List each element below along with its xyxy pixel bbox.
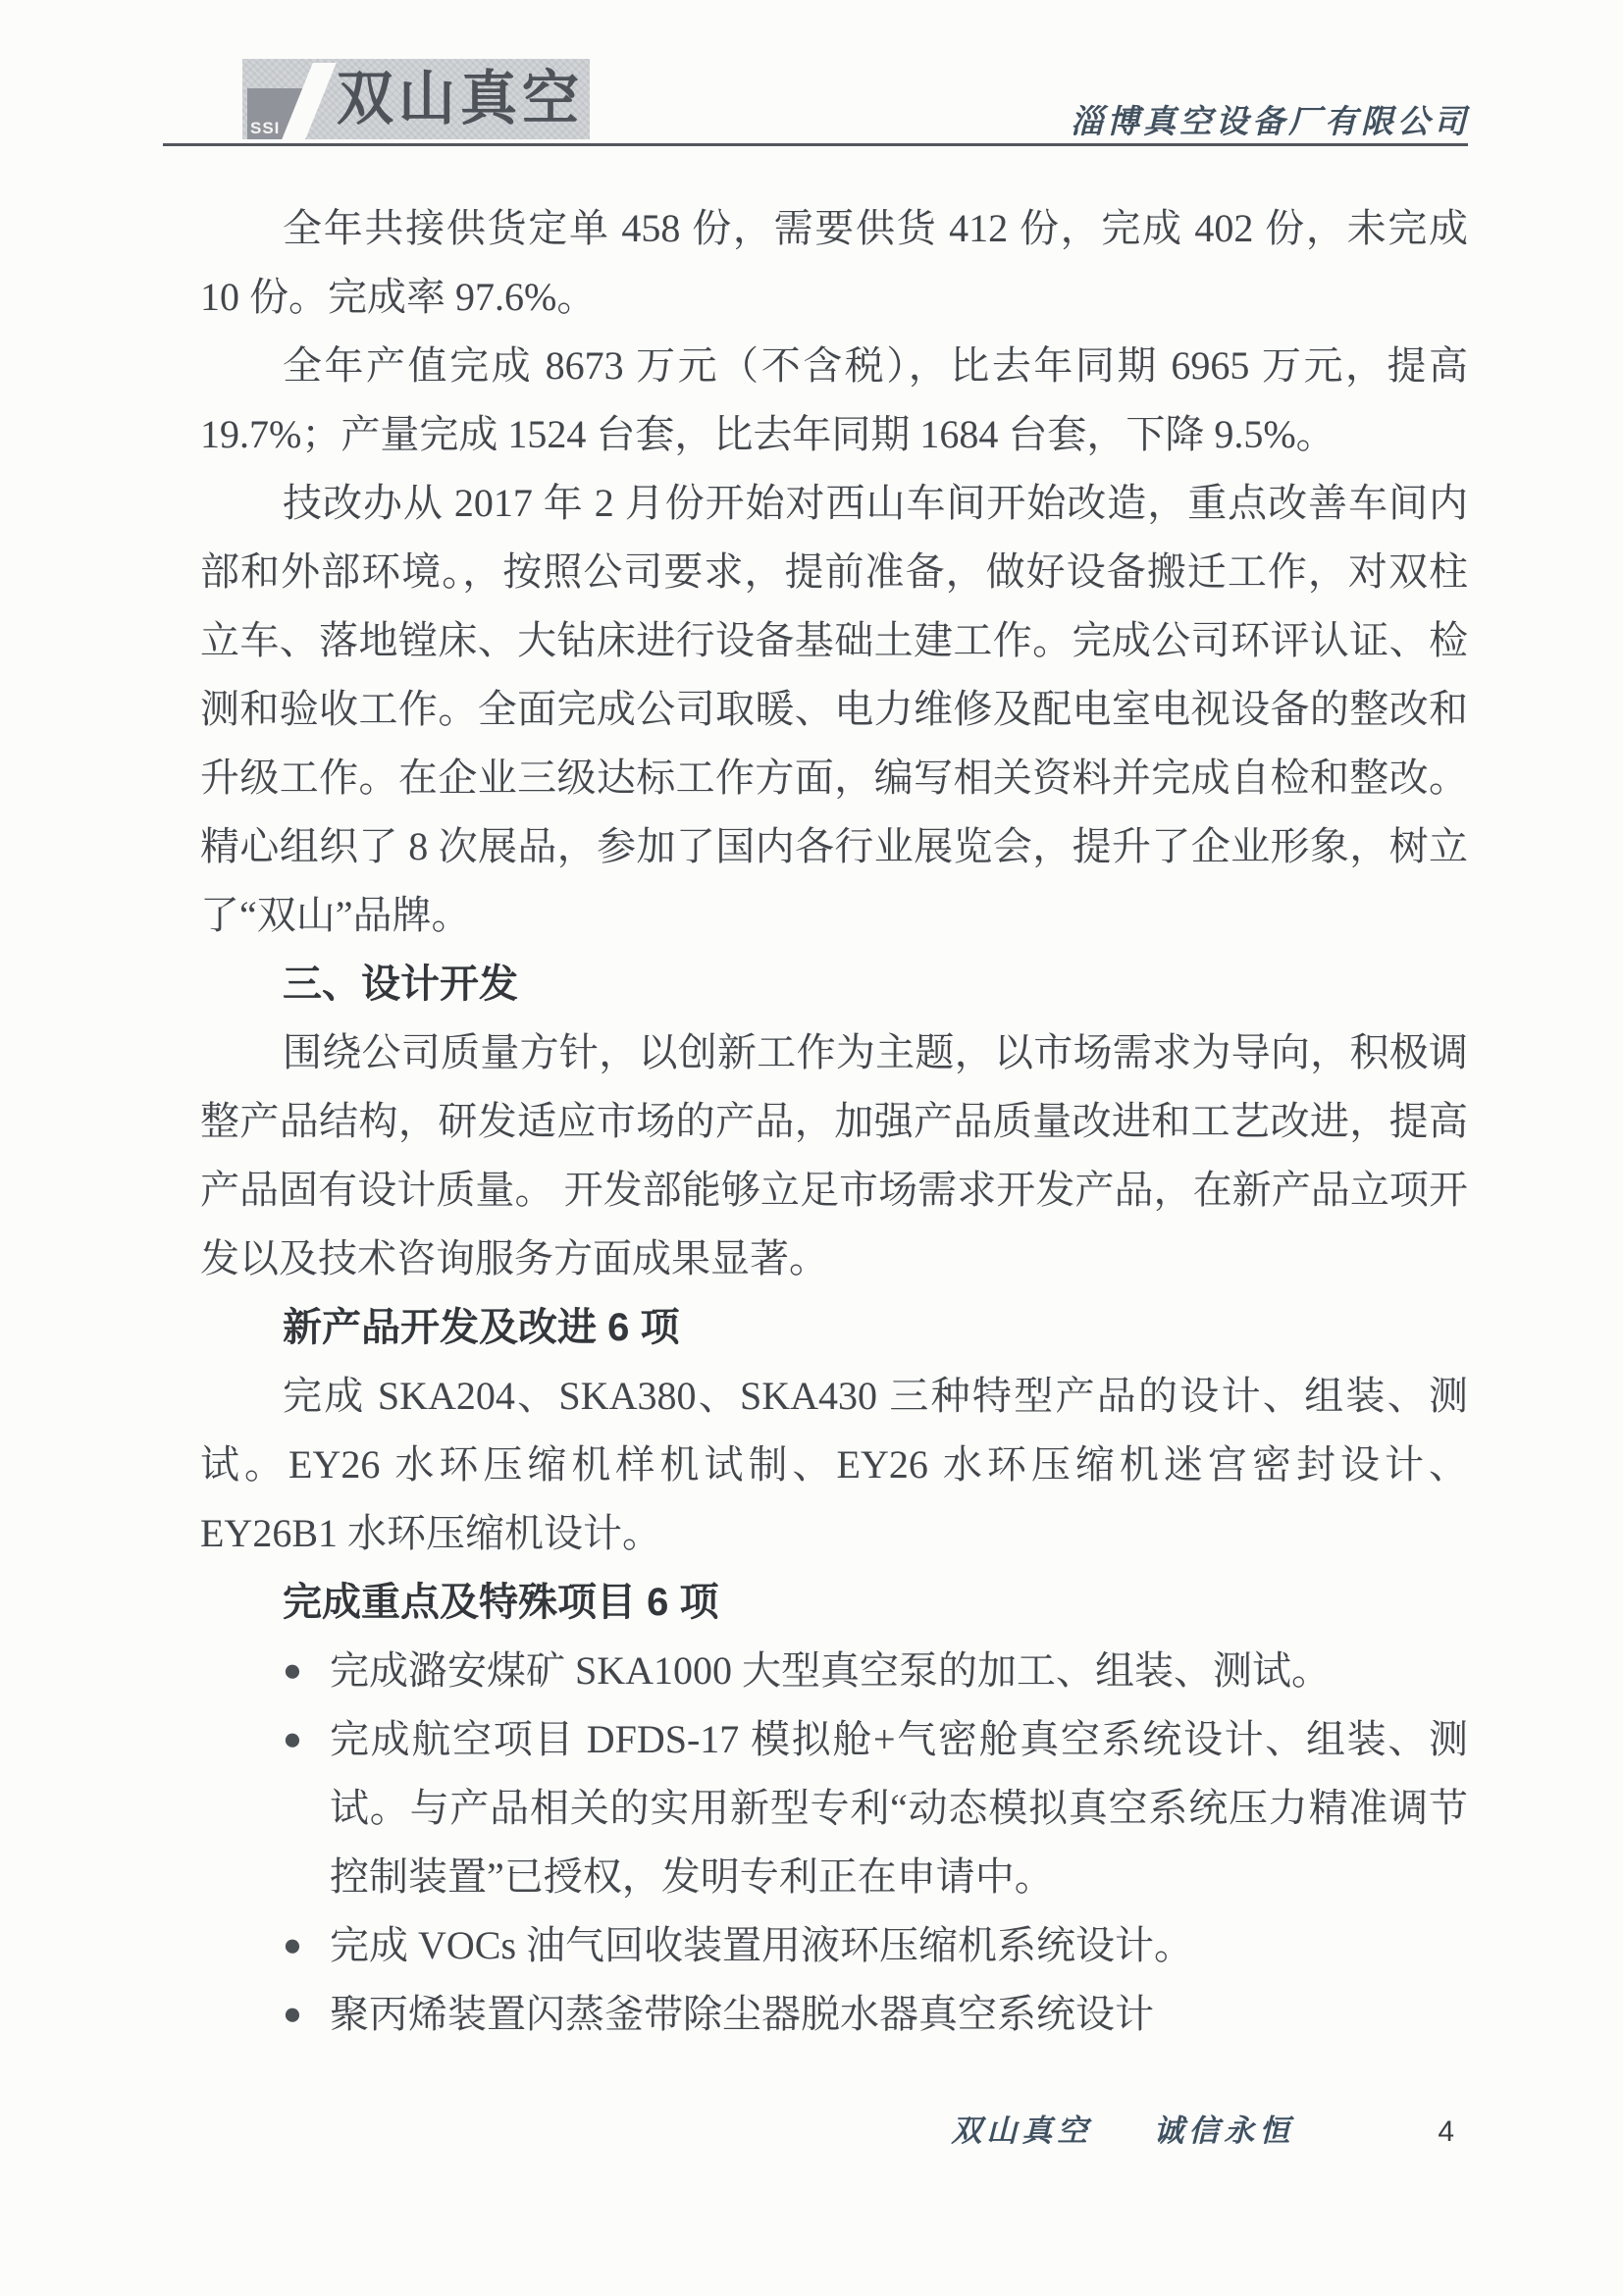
bullet-item: [200, 1911, 1468, 1980]
paragraph: 全年产值完成 8673 万元（不含税），比去年同期 6965 万元，提高 19.7%；产量完成 1524 台套，比去年同期 1684 台套，下降 9.5%。: [200, 343, 1468, 456]
bullet-item: [200, 1637, 1468, 1705]
bullet-text: 聚丙烯装置闪蒸釜带除尘器脱水器真空系统设计: [330, 1992, 1154, 2036]
ssi-logo-text: SSI: [250, 119, 281, 137]
document-content: [200, 194, 1468, 2049]
page-footer: [0, 2106, 1454, 2150]
bullet-text: 完成 VOCs 油气回收装置用液环压缩机系统设计。: [330, 1923, 1194, 1967]
paragraph: 完成 SKA204、SKA380、SKA430 三种特型产品的设计、组装、测试。EY26 水环压缩机样机试制、EY26 水环压缩机迷宫密封设计、EY26B1 水环压缩机设计。: [200, 1374, 1468, 1555]
bullet-icon: ●: [283, 1722, 302, 1757]
bullet-text: 完成航空项目 DFDS-17 模拟舱+气密舱真空系统设计、组装、测试。与产品相关的实用新型专利“动态模拟真空系统压力精准调节控制装置”已授权，发明专利正在申请中。: [330, 1717, 1468, 1899]
section-heading-key-projects: 完成重点及特殊项目 6 项: [283, 1581, 719, 1624]
bullet-icon: ●: [283, 1997, 302, 2032]
logo-brand-text: 双山真空: [337, 66, 585, 132]
paragraph: 围绕公司质量方针，以创新工作为主题，以市场需求为导向，积极调整产品结构，研发适应市场的产品，加强产品质量改进和工艺改进，提高产品固有设计质量。 开发部能够立足市场需求开发产品，在新产品立项开发以及技术咨询服务方面成果显著。: [200, 1030, 1468, 1280]
bullet-icon: ●: [283, 1928, 302, 1963]
section-heading-design-development: 三、设计开发: [283, 963, 518, 1006]
header-divider: [163, 143, 1468, 146]
section-heading-new-products: 新产品开发及改进 6 项: [283, 1306, 680, 1349]
footer-motto-slogan: 诚信永恒: [1153, 2113, 1295, 2148]
bullet-item: [200, 1705, 1468, 1911]
company-name: 淄博真空设备厂有限公司: [1071, 105, 1470, 140]
company-logo: [242, 59, 590, 139]
bullet-icon: ●: [283, 1653, 302, 1689]
paragraph: 技改办从 2017 年 2 月份开始对西山车间开始改造，重点改善车间内部和外部环境。，按照公司要求，提前准备，做好设备搬迁工作，对双柱立车、落地镗床、大钻床进行设备基础土建工作。完成公司环评认证、检测和验收工作。全面完成公司取暖、电力维修及配电室电视设备的整改和升级工作。在企业三级达标工作方面，编写相关资料并完成自检和整改。精心组织了 8 次展品，参加了国内各行业展览会，提升了企业形象，树立了“双山”品牌。: [200, 481, 1468, 937]
footer-motto-brand: 双山真空: [951, 2113, 1093, 2148]
paragraph: 全年共接供货定单 458 份，需要供货 412 份，完成 402 份，未完成 10 份。完成率 97.6%。: [200, 206, 1468, 319]
bullet-item: [200, 1980, 1468, 2049]
bullet-text: 完成潞安煤矿 SKA1000 大型真空泵的加工、组装、测试。: [330, 1648, 1332, 1693]
page-number: 4: [1438, 2115, 1454, 2148]
